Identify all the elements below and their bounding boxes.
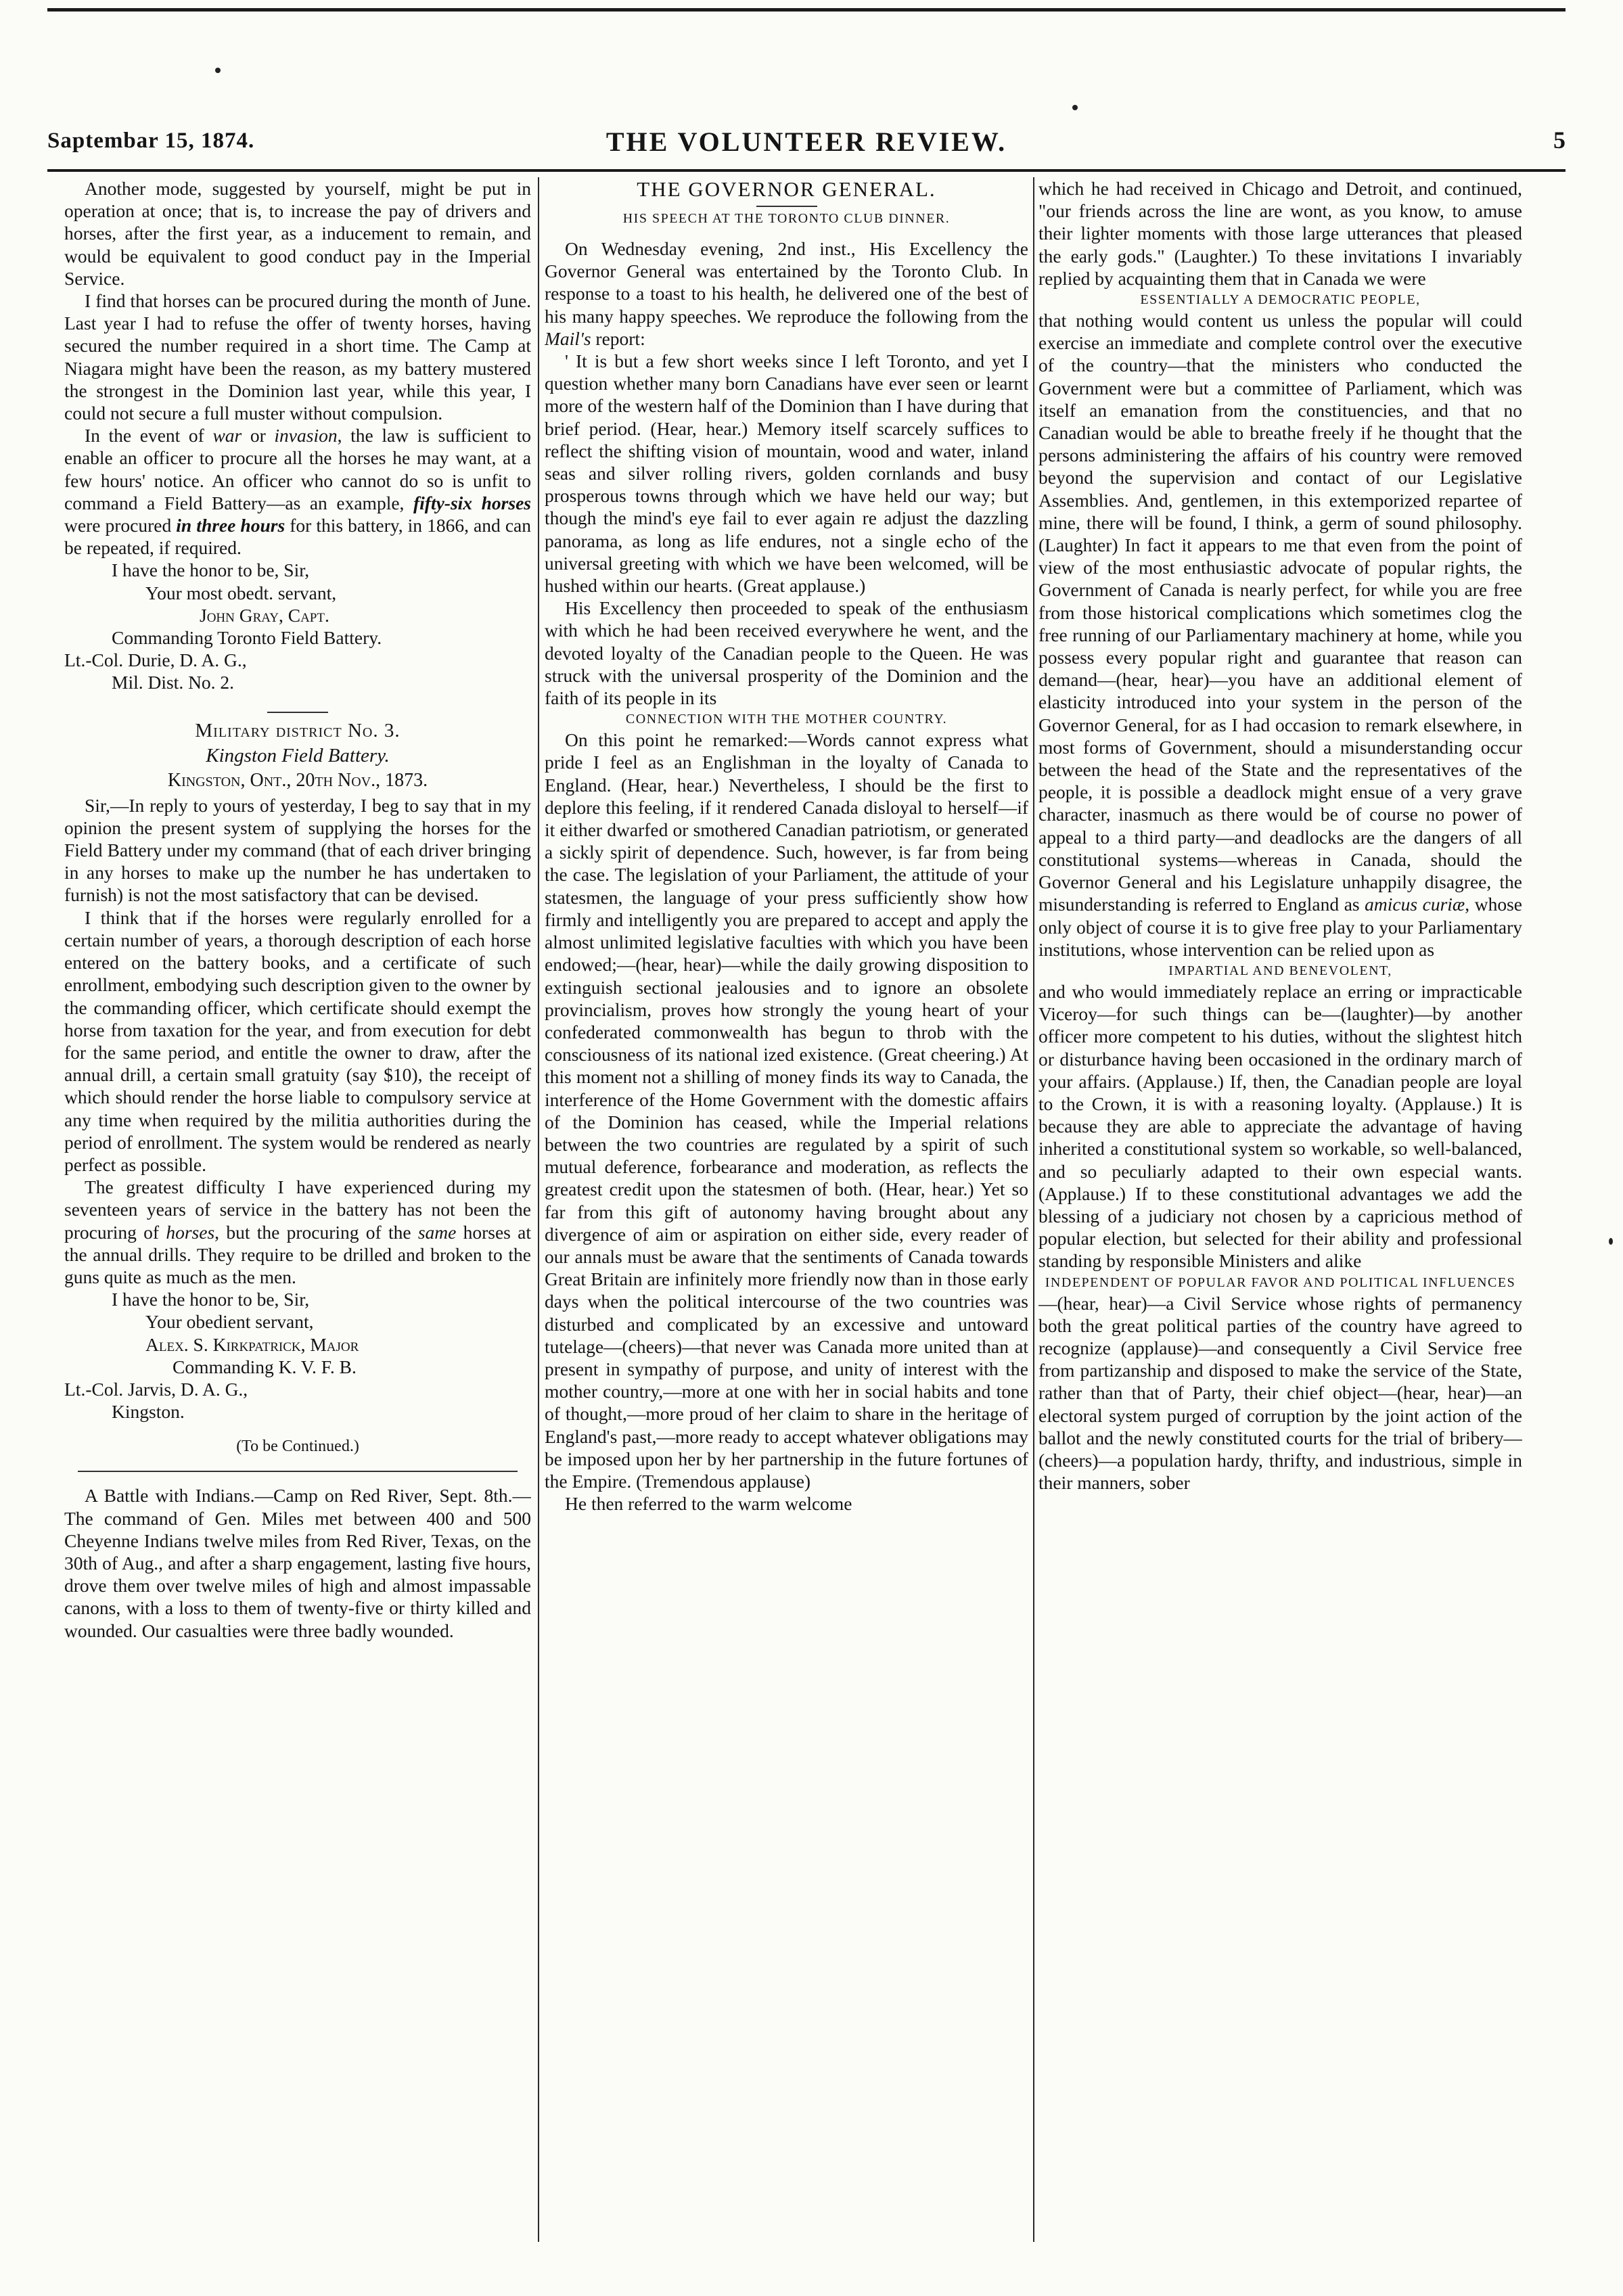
paragraph <box>64 424 531 559</box>
subheading: INDEPENDENT OF POPULAR FAVOR AND POLITICAL INFLUENCES <box>1045 1275 1516 1290</box>
continued-note: (To be Continued.) <box>236 1438 359 1456</box>
top-rule <box>47 8 1565 12</box>
column-1 <box>64 177 531 2269</box>
column-2 <box>545 177 1028 2269</box>
paragraph <box>1038 309 1522 961</box>
text-run: horses at the annual drills. They require to be drilled and broken to the guns quite as much as the men. <box>64 1221 531 1287</box>
text-run: were procured <box>64 515 177 536</box>
text-run: report: <box>591 327 645 349</box>
article-subtitle: HIS SPEECH AT THE TORONTO CLUB DINNER. <box>622 211 951 226</box>
italic-run: Mail's <box>545 327 591 349</box>
text-run: , whose only object of course it is to give free play to your Parliamentary institutions, whose intervention can be relied upon as <box>1038 894 1522 960</box>
addressee: Lt.-Col. Jarvis, D. A. G., <box>64 1378 248 1400</box>
column-3 <box>1038 177 1522 2269</box>
italic-run: same <box>417 1221 457 1243</box>
subheading: CONNECTION WITH THE MOTHER COUNTRY. <box>625 712 948 727</box>
paragraph: and who would immediately replace an erring or impracticable Viceroy—for such things can be—(laughter)—by another officer more competent to his duties, without the slightest hitch or disturbance having been occasioned in the ordinary march of your affairs. (Applause.) If, then, the Canadian people are loyal to the Crown, it is with a reasoning loyalty. (Applause.) It is because they are able to appreciate the advantage of having inherited a constitutional system so workable, so well-balanced, and so peculiarly adapted to their own especial wants. (Applause.) If to these constitutional advantages we add the blessing of a judiciary not chosen by a capricious method of popular election, but selected for their ability and professional standing by responsible Ministers and alike <box>1038 980 1522 1272</box>
text-run: In the event of <box>85 425 213 446</box>
speck <box>1609 1238 1613 1245</box>
closing: Your most obedt. servant, <box>145 582 337 603</box>
separator <box>267 712 328 713</box>
italic-run: invasion <box>274 425 338 446</box>
subheading: IMPARTIAL AND BENEVOLENT, <box>1168 963 1392 978</box>
text-run: or <box>242 425 275 446</box>
italic-run: in three hours <box>176 515 285 536</box>
speck <box>215 68 221 73</box>
paragraph: I think that if the horses were regularly enrolled for a certain number of years, a thorough description of each horse entered on the battery books, and a certificate of such enrollment, embodying such description given to the owner by the commanding officer, which certificate should exempt the horse from taxation for the year, and from execution for debt for the same period, and entitle the owner to draw, after the annual drill, a certain small gratuity (say $10), the receipt of which should render the horse liable to compulsory service at any time when required by the militia authorities during the period of enrollment. The system would be rendered as nearly perfect as possible. <box>64 906 531 1175</box>
signature: John Gray, Capt. <box>200 604 329 626</box>
signature-title: Commanding K. V. F. B. <box>173 1356 357 1377</box>
italic-run: horses <box>166 1221 215 1243</box>
signature-title: Commanding Toronto Field Battery. <box>112 627 382 649</box>
text-run: that nothing would content us unless the popular will could exercise an immediate and complete control over the executive of the country—that the ministers who conducted the Government were but a committee of Parliament, which was itself an emanation from the constituencies, and that no Canadian would be able to breathe freely if he thought that the persons administering the affairs of his country were removed beyond the supervision and contact of our Legislative Assemblies. And, gentlemen, in this extemporized repartee of mine, there will be found, I think, a germ of sound philosophy. (Laughter) In fact it appears to me that even from the point of view of the most enthusiastic advocate of popular rights, the Government of Canada is nearly perfect, for while you are free from those historical complications which sometimes clog the free running of our Parliamentary machinery at home, while you possess every popular right and guarantee that reason can demand—(hear, hear)—you have an additional element of elasticity introduced into your system in the person of the Governor General, for as I had occasion to remark elsewhere, in most forms of Government, should a misunderstanding occur between the head of the State and the representatives of the people, it is possible a deadlock might ensue of a very grave character, inasmuch as there would be of course no power of appeal to a third party—and deadlocks are the dangers of all constitutional systems—whereas in Canada, should the Governor General and his Legislature unhappily disagree, the misunderstanding is referred to England as <box>1038 310 1522 915</box>
paragraph: He then referred to the warm welcome <box>565 1493 852 1515</box>
italic-run: war <box>212 425 242 446</box>
paragraph <box>64 1176 531 1288</box>
paragraph: Another mode, suggested by yourself, might be put in operation at once; that is, to increase the pay of drivers and horses, after the first year, as a inducement to remain, and would be equivalent to good conduct pay in the Imperial Service. <box>64 178 531 289</box>
text-run: , but the procuring of the <box>214 1221 418 1243</box>
addressee: Lt.-Col. Durie, D. A. G., <box>64 649 247 671</box>
signature: Alex. S. Kirkpatrick, Major <box>145 1333 359 1355</box>
issue-date: Saptembar 15, 1874. <box>47 129 255 153</box>
separator <box>78 1471 518 1472</box>
newspaper-title: THE VOLUNTEER REVIEW. <box>605 127 1007 157</box>
closing: I have the honor to be, Sir, <box>112 1289 310 1310</box>
paragraph: His Excellency then proceeded to speak of the enthusiasm with which he had been received everywhere he went, and the devoted loyalty of the Canadian people to the Queen. He was struck with the universal prosperity of the Dominion and the faith of its people in its <box>545 597 1028 709</box>
addressee: Kingston. <box>112 1401 185 1423</box>
separator <box>756 206 817 207</box>
paragraph: On this point he remarked:—Words cannot express what pride I feel as an Englishman in the loyalty of Canada to England. (Hear, hear.) Nevertheless, I should be the first to deplore this feeling, if it rendered Canada disloyal to herself—if it either dwarfed or smothered Canadian patriotism, or generated a sickly spirit of dependence. Such, however, is far from being the case. The legislation of your Parliament, the attitude of your statesmen, the language of your press sufficiently show how firmly and intelligently you are prepared to accept and apply the almost unlimited legislative faculties with which you have been endowed;—(hear, hear)—while the daily growing disposition to extinguish sectional jealousies and to ignore an obsolete provincialism, proves how strongly the young heart of your confederated commonwealth has begun to throb with the consciousness of its national ized existence. (Great cheering.) At this moment not a shilling of money finds its way to Canada, the interference of the Home Government with the domestic affairs of the Dominion has ceased, while the Imperial relations between the two countries are regulated by a spirit of such mutual deference, forbearance and moderation, as reflects the greatest credit upon the statesmen of both. (Hear, hear.) Yet so far from this gift of autonomy having brought about any divergence of aim or aspiration on either side, every reader of our annals must be aware that the sentiments of Canada towards Great Britain are infinitely more friendly now than in those early days when the political intercourse of the two countries was disturbed and complicated by an excessive and untoward tutelage—(cheers)—that never was Canada more united than at present in sympathy of purpose, and unity of interest with the mother country,—more at one with her in social habits and tone of thought,—more proud of her claim to share in the heritage of England's past,—more ready to accept whatever obligations may be imposed upon her by her partnership in the future fortunes of the Empire. (Tremendous applause) <box>545 729 1028 1492</box>
paragraph: which he had received in Chicago and Detroit, and continued, "our friends across the line are wont, as you know, to amuse their lighter moments with those large utterances that pleased the early gods." (Laughter.) To these invitations I invariably replied by acquainting them that in Canada we were <box>1038 178 1522 289</box>
italic-run: fifty-six horses <box>413 492 531 513</box>
addressee: Mil. Dist. No. 2. <box>112 672 235 693</box>
closing: I have the honor to be, Sir, <box>112 559 310 581</box>
news-item: A Battle with Indians.—Camp on Red River, Sept. 8th.—The command of Gen. Miles met between 400 and 500 Cheyenne Indians twelve miles from Red River, Texas, on the 30th of Aug., and after a sharp engagement, lasting five hours, drove them over twelve miles of high and almost impassable canons, with a loss to them of twenty-five or thirty killed and wounded. Our casualties were three badly wounded. <box>64 1485 531 1641</box>
closing: Your obedient servant, <box>145 1311 314 1333</box>
italic-run: amicus curiæ <box>1365 894 1465 915</box>
paragraph <box>545 237 1028 350</box>
speck <box>1072 105 1078 110</box>
column-divider <box>1033 177 1034 2242</box>
paragraph: I find that horses can be procured during the month of June. Last year I had to refuse the offer of twenty horses, having secured the number required in a short time. The Camp at Niagara might have been the reason, as my battery mustered the strongest in the Dominion last year, while this year, I could not secure a full muster without compulsion. <box>64 290 531 424</box>
column-divider <box>538 177 539 2242</box>
dateline: Kingston, Ont., 20th Nov., 1873. <box>167 769 428 791</box>
text-run: , the law is sufficient to enable an officer to procure all the horses he may want, at a few hours' notice. An officer who cannot do so is unfit to command a Field Battery—as an example, <box>64 425 531 513</box>
paragraph: ' It is but a few short weeks since I left Toronto, and yet I question whether many born Canadians have ever seen or learnt more of the western half of the Dominion than I have during that brief period. (Hear, hear.) Memory itself scarcely suffices to reflect the shifting vision of mountain, wood and water, inland seas and silver rolling rivers, golden cornlands and busy prosperous towns through which we have held our way; but though the mind's eye fail to ever again re adjust the dazzling panorama, as long as life endures, not a single echo of the universal greeting with which we have been welcomed, will be hushed within our hearts. (Great applause.) <box>545 350 1028 597</box>
header-rule <box>47 169 1565 172</box>
section-subheading: Kingston Field Battery. <box>206 744 390 766</box>
subheading: ESSENTIALLY A DEMOCRATIC PEOPLE, <box>1140 292 1421 308</box>
article-title: THE GOVERNOR GENERAL. <box>637 177 936 201</box>
text-run: On Wednesday evening, 2nd inst., His Excellency the Governor General was entertained by the Toronto Club. In response to a toast to his health, he delivered one of the best of his many happy speeches. We reproduce the following from the <box>545 238 1028 327</box>
text-run: for this battery, in 1866, and can be repeated, if required. <box>64 515 531 559</box>
page-header <box>47 122 1565 162</box>
page-number: 5 <box>1553 127 1565 154</box>
text-run: The greatest difficulty I have experienced during my seventeen years of service in the battery has not been the procuring of <box>64 1176 531 1243</box>
section-heading: Military district No. 3. <box>195 719 401 741</box>
paragraph: —(hear, hear)—a Civil Service whose rights of permanency both the great political parties of the country have agreed to recognize (applause)—and consequently a Civil Service free from partizanship and disposed to make the service of the State, rather than that of Party, their chief object—(hear, hear)—an electoral system purged of corruption by the joint action of the ballot and the newly constituted courts for the trial of bribery—(cheers)—a population hardy, thrifty, and industrious, simple in their manners, sober <box>1038 1292 1522 1494</box>
paragraph: Sir,—In reply to yours of yesterday, I beg to say that in my opinion the present system of supplying the horses for the Field Battery under my command (that of each driver bringing in any horses to make up the number he has undertaken to furnish) is not the most satisfactory that can be devised. <box>64 794 531 906</box>
